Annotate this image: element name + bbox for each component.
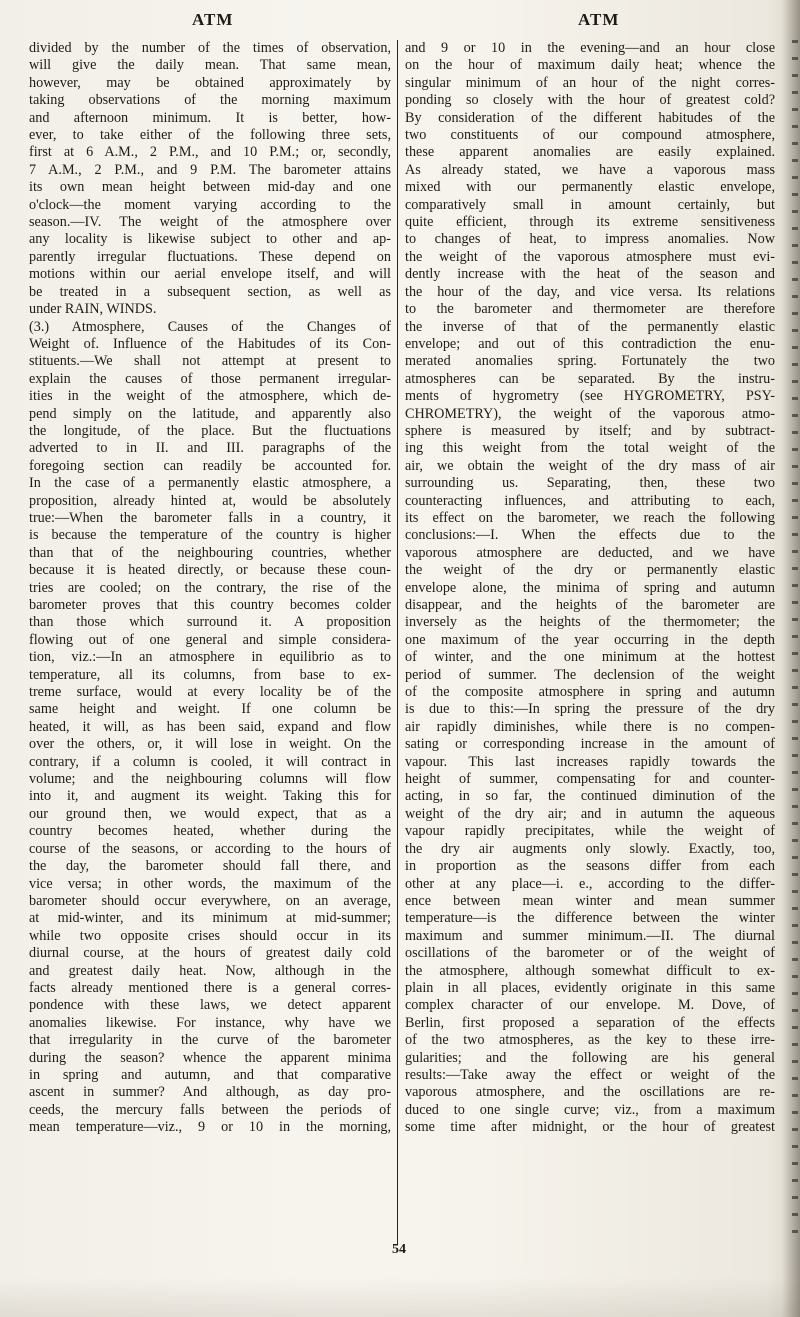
text-line: at mid-winter, and its minimum at mid-summer; — [29, 910, 391, 927]
text-line: proposition, already hinted at, would be absolutely — [29, 492, 391, 509]
text-line: comparatively small in amount certainly, but — [405, 196, 775, 213]
text-line: ponding so closely with the hour of greatest cold? — [405, 92, 775, 109]
text-line: of winter, and the one minimum at the hottest — [405, 649, 775, 666]
text-line: mean temperature—viz., 9 or 10 in the morning, — [29, 1119, 391, 1136]
text-line: while two opposite crises should occur in its — [29, 927, 391, 944]
text-line: will give the daily mean. That same mean, — [29, 57, 391, 74]
text-line: anomalies likewise. For instance, why have we — [29, 1014, 391, 1031]
text-line: the day, the barometer should fall there, and — [29, 858, 391, 875]
text-line: Weight of. Influence of the Habitudes of its Con- — [29, 335, 391, 352]
text-line: contrary, if a column is cooled, it will contract in — [29, 753, 391, 770]
text-line: taking observations of the morning maximum — [29, 92, 391, 109]
text-line: ence between mean winter and mean summer — [405, 892, 775, 909]
text-line: other at any place—i. e., according to the differ- — [405, 875, 775, 892]
text-line: pondence with these laws, we detect apparent — [29, 997, 391, 1014]
text-line: of the two atmospheres, as the key to these irre- — [405, 1032, 775, 1049]
text-line: sphere is measured by itself; and by subtract- — [405, 422, 775, 439]
text-line: vapour rapidly precipitates, while the weight of — [405, 823, 775, 840]
text-line: the longitude, of the place. But the fluctuations — [29, 422, 391, 439]
text-line: to the barometer and thermometer are therefore — [405, 301, 775, 318]
text-line: complex character of our envelope. M. Dove, of — [405, 997, 775, 1014]
text-line: air, we obtain the weight of the dry mass of air — [405, 457, 775, 474]
text-line: the inverse of that of the permanently elastic — [405, 318, 775, 335]
text-line: treme surface, would at every locality be of the — [29, 684, 391, 701]
text-line: oscillations of the barometer or of the weight of — [405, 945, 775, 962]
text-line: and afternoon minimum. It is better, how- — [29, 109, 391, 126]
text-line: in spring and autumn, and that comparative — [29, 1066, 391, 1083]
text-line: In the case of a permanently elastic atmosphere, a — [29, 475, 391, 492]
binding-shadow — [782, 0, 800, 1317]
text-line: vapour. This last increases rapidly towards the — [405, 753, 775, 770]
text-line: duced to one single curve; viz., from a maximum — [405, 1101, 775, 1118]
text-line: sating or corresponding increase in the amount of — [405, 736, 775, 753]
text-line: vice versa; in other words, the maximum of the — [29, 875, 391, 892]
text-line: country becomes heated, whether during the — [29, 823, 391, 840]
text-line: surrounding us. Separating, then, these two — [405, 475, 775, 492]
text-line: adverted to in II. and III. paragraphs of the — [29, 440, 391, 457]
text-line: the atmosphere, although somewhat difficult to ex- — [405, 962, 775, 979]
text-line: vaporous atmosphere are deducted, and we have — [405, 544, 775, 561]
text-line: divided by the number of the times of observation, — [29, 40, 391, 56]
text-line: vaporous atmosphere, and the oscillations are re- — [405, 1084, 775, 1101]
text-line: than that of the neighbouring countries, whether — [29, 544, 391, 561]
text-line: course of the seasons, or according to the hours of — [29, 840, 391, 857]
text-line: facts already mentioned there is a general corres- — [29, 979, 391, 996]
text-line: ceeds, the mercury falls between the periods of — [29, 1101, 391, 1118]
text-line: true:—When the barometer falls in a country, it — [29, 509, 391, 526]
text-line: its effect on the barometer, we reach the following — [405, 509, 775, 526]
right-text-column — [405, 40, 775, 1137]
text-line: inversely as the heights of the thermometer; the — [405, 614, 775, 631]
text-line: diurnal course, at the hours of greatest daily cold — [29, 945, 391, 962]
left-text-column — [29, 40, 391, 1137]
text-line: to changes of heat, to impress anomalies. Now — [405, 231, 775, 248]
text-line: parently irregular fluctuations. These depend on — [29, 248, 391, 265]
text-line: dently increase with the heat of the season and — [405, 266, 775, 283]
text-line: into it, and augment its weight. Taking this for — [29, 788, 391, 805]
text-line: disappear, and the heights of the barometer are — [405, 597, 775, 613]
text-line: two constituents of our compound atmosphere, — [405, 127, 775, 144]
text-line: during the season? whence the apparent minima — [29, 1049, 391, 1066]
text-line: the weight of the vaporous atmosphere must evi- — [405, 248, 775, 265]
text-line: is because the temperature of the country is higher — [29, 527, 391, 544]
text-line: heated, it will, as has been said, expand and flow — [29, 718, 391, 735]
text-line: be treated in a subsequent section, as well as — [29, 283, 391, 300]
text-line: one maximum of the year occurring in the depth — [405, 631, 775, 648]
running-head-left: ATM — [192, 10, 234, 29]
page-number: 54 — [392, 1242, 406, 1257]
text-line: (3.) Atmosphere, Causes of the Changes of — [29, 318, 391, 335]
text-line: season.—IV. The weight of the atmosphere over — [29, 214, 391, 231]
text-line: under RAIN, WINDS. — [29, 301, 157, 318]
text-line: o'clock—the moment varying according to the — [29, 196, 391, 213]
text-line: atmospheres can be separated. By the instru- — [405, 370, 775, 387]
text-line: period of summer. The declension of the weight — [405, 666, 775, 683]
text-line: conclusions:—I. When the effects due to the — [405, 527, 775, 544]
text-line: on the hour of maximum daily heat; whence the — [405, 57, 775, 74]
text-line: By consideration of the different habitudes of the — [405, 109, 775, 126]
text-line: envelope; and out of this contradiction the enu- — [405, 335, 775, 352]
text-line: some time after midnight, or the hour of greatest — [405, 1119, 775, 1136]
text-line: pend simply on the latitude, and apparently also — [29, 405, 391, 422]
text-line: tion, viz.:—In an atmosphere in equilibrio as to — [29, 649, 391, 666]
text-line: the weight of the dry or permanently elastic — [405, 562, 775, 579]
text-line: any locality is likewise subject to other and ap- — [29, 231, 391, 248]
text-line: ments of hygrometry (see HYGROMETRY, PSY- — [405, 388, 775, 405]
text-line: results:—Take away the effect or weight of the — [405, 1066, 775, 1083]
text-line: plain in all places, evidently originate in this same — [405, 979, 775, 996]
bottom-shade — [0, 1277, 800, 1317]
text-line: singular minimum of an hour of the night corres- — [405, 74, 775, 91]
text-line: is due to this:—In spring the pressure of the dry — [405, 701, 775, 718]
text-line: CHROMETRY), the weight of the vaporous atmo- — [405, 405, 775, 422]
text-line: that irregularity in the curve of the barometer — [29, 1032, 391, 1049]
text-line: its own mean height between mid-day and one — [29, 179, 391, 196]
text-line: because it is heated directly, or because these coun- — [29, 562, 391, 579]
text-line: height of summer, compensating for and counter- — [405, 771, 775, 788]
text-line: weight of the dry air; and in autumn the aqueous — [405, 805, 775, 822]
text-line: volume; and the neighbouring columns will flow — [29, 771, 391, 788]
text-line: temperature—is the difference between the winter — [405, 910, 775, 927]
text-line: over the others, or, it will lose in weight. On the — [29, 736, 391, 753]
text-line: ascent in summer? And although, as day pro- — [29, 1084, 391, 1101]
text-line: the hour of the day, and vice versa. Its relations — [405, 283, 775, 300]
text-line: ities in the weight of the atmosphere, which de- — [29, 388, 391, 405]
text-line: and 9 or 10 in the evening—and an hour close — [405, 40, 775, 56]
text-line: air rapidly diminishes, while there is no compen- — [405, 718, 775, 735]
text-line: flowing out of one general and simple considera- — [29, 631, 391, 648]
text-line: explain the causes of those permanent irregular- — [29, 370, 391, 387]
text-line: however, may be obtained approximately by — [29, 74, 391, 91]
text-line: of the composite atmosphere in spring and autumn — [405, 684, 775, 701]
text-line: these apparent anomalies are easily explained. — [405, 144, 775, 161]
text-line: 7 A.M., 2 P.M., and 9 P.M. The barometer attains — [29, 161, 391, 178]
running-head-right: ATM — [578, 10, 620, 29]
text-line: envelope alone, the minima of spring and autumn — [405, 579, 775, 596]
text-line: same height and weight. If one column be — [29, 701, 391, 718]
text-line: and greatest daily heat. Now, although in the — [29, 962, 391, 979]
text-line: motions within our aerial envelope itself, and will — [29, 266, 391, 283]
text-line: maximum and summer minimum.—II. The diurnal — [405, 927, 775, 944]
text-line: gularities; and the following are his general — [405, 1049, 775, 1066]
text-line: ever, to take either of the following three sets, — [29, 127, 391, 144]
column-divider — [397, 40, 398, 1245]
text-line: first at 6 A.M., 2 P.M., and 10 P.M.; or, secondly, — [29, 144, 391, 161]
text-line: As already stated, we have a vaporous mass — [405, 161, 775, 178]
text-line: tries are cooled; on the contrary, the rise of the — [29, 579, 391, 596]
text-line: merated anomalies spring. Fortunately the two — [405, 353, 775, 370]
text-line: the dry air augments only slowly. Exactly, too, — [405, 840, 775, 857]
text-line: temperature, all its columns, from base to ex- — [29, 666, 391, 683]
text-line: our ground then, we would expect, that as a — [29, 805, 391, 822]
text-line: in proportion as the seasons differ from each — [405, 858, 775, 875]
text-line: than those which surround it. A proposition — [29, 614, 391, 631]
text-line: ing this weight from the total weight of the — [405, 440, 775, 457]
text-line: stituents.—We shall not attempt at present to — [29, 353, 391, 370]
text-line: mixed with our permanently elastic envelope, — [405, 179, 775, 196]
text-line: barometer should occur everywhere, on an average, — [29, 892, 391, 909]
text-line: quite efficient, through its extreme sensitiveness — [405, 214, 775, 231]
text-line: foregoing section can readily be accounted for. — [29, 457, 391, 474]
text-line: acting, in so far, the continued diminution of the — [405, 788, 775, 805]
text-line: Berlin, first proposed a separation of the effects — [405, 1014, 775, 1031]
text-line: counteracting influences, and attributing to each, — [405, 492, 775, 509]
text-line: barometer proves that this country becomes colder — [29, 597, 391, 613]
